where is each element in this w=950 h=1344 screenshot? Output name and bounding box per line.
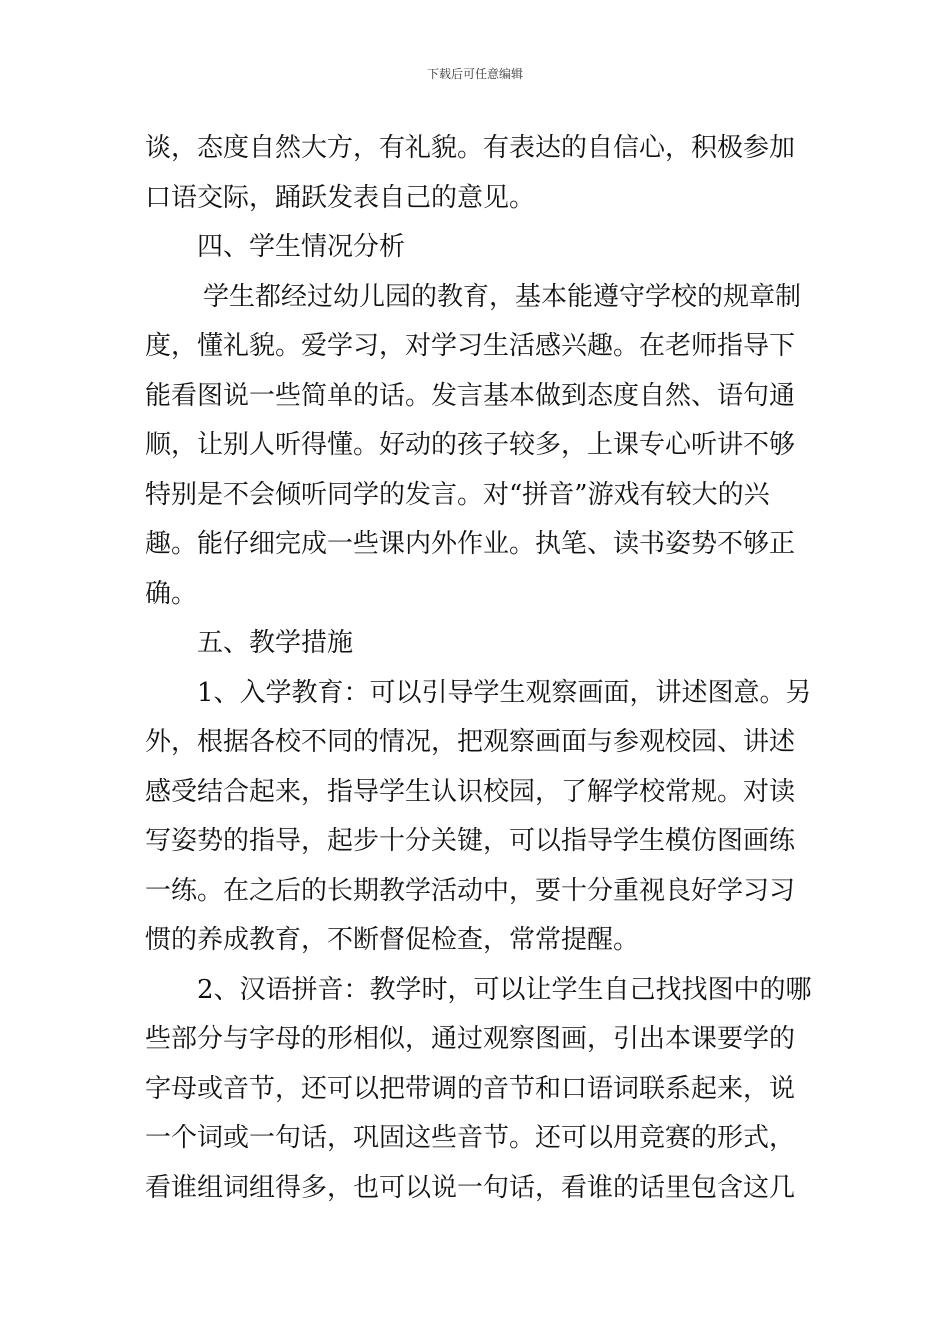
text-line: 1、入学教育：可以引导学生观察画面，讲述图意。另 <box>197 677 812 708</box>
text-line: 字母或音节，还可以把带调的音节和口语词联系起来，说 <box>145 1073 796 1104</box>
text-line: 顺，让别人听得懂。好动的孩子较多，上课专心听讲不够 <box>145 430 796 460</box>
text-line: 外，根据各校不同的情况，把观察画面与参观校园、讲述 <box>145 727 796 757</box>
text-line: 一个词或一句话，巩固这些音节。还可以用竞赛的形式， <box>145 1123 796 1153</box>
body-text <box>145 124 810 1213</box>
text-line: 些部分与字母的形相似，通过观察图画，引出本课要学的 <box>145 1024 796 1054</box>
text-line: 特别是不会倾听同学的发言。对“拼音”游戏有较大的兴 <box>145 479 770 510</box>
text-line: 一练。在之后的长期教学活动中，要十分重视良好学习习 <box>145 875 796 906</box>
text-line: 写姿势的指导，起步十分关键，可以指导学生模仿图画练 <box>145 826 796 856</box>
text-line: 学生都经过幼儿园的教育，基本能遵守学校的规章制 <box>203 281 802 312</box>
page-header: 下载后可任意编辑 <box>426 67 523 81</box>
text-line: 确。 <box>145 578 198 609</box>
text-line: 感受结合起来，指导学生认识校园，了解学校常规。对读 <box>145 776 796 807</box>
text-line: 惯的养成教育，不断督促检查，常常提醒。 <box>145 925 640 955</box>
text-line: 口语交际，踊跃发表自己的意见。 <box>145 182 536 213</box>
text-line: 度，懂礼貌。爱学习，对学习生活感兴趣。在老师指导下 <box>145 331 796 361</box>
text-line: 看谁组词组得多，也可以说一句话，看谁的话里包含这几 <box>145 1172 796 1203</box>
text-line: 谈，态度自然大方，有礼貌。有表达的自信心，积极参加 <box>145 133 796 163</box>
text-line: 能看图说一些简单的话。发言基本做到态度自然、语句通 <box>145 380 796 411</box>
text-line: 趣。能仔细完成一些课内外作业。执笔、读书姿势不够正 <box>145 529 796 559</box>
section-heading: 四、学生情况分析 <box>197 232 406 262</box>
section-heading: 五、教学措施 <box>197 628 354 658</box>
text-line: 2、汉语拼音：教学时，可以让学生自己找找图中的哪 <box>197 974 812 1005</box>
